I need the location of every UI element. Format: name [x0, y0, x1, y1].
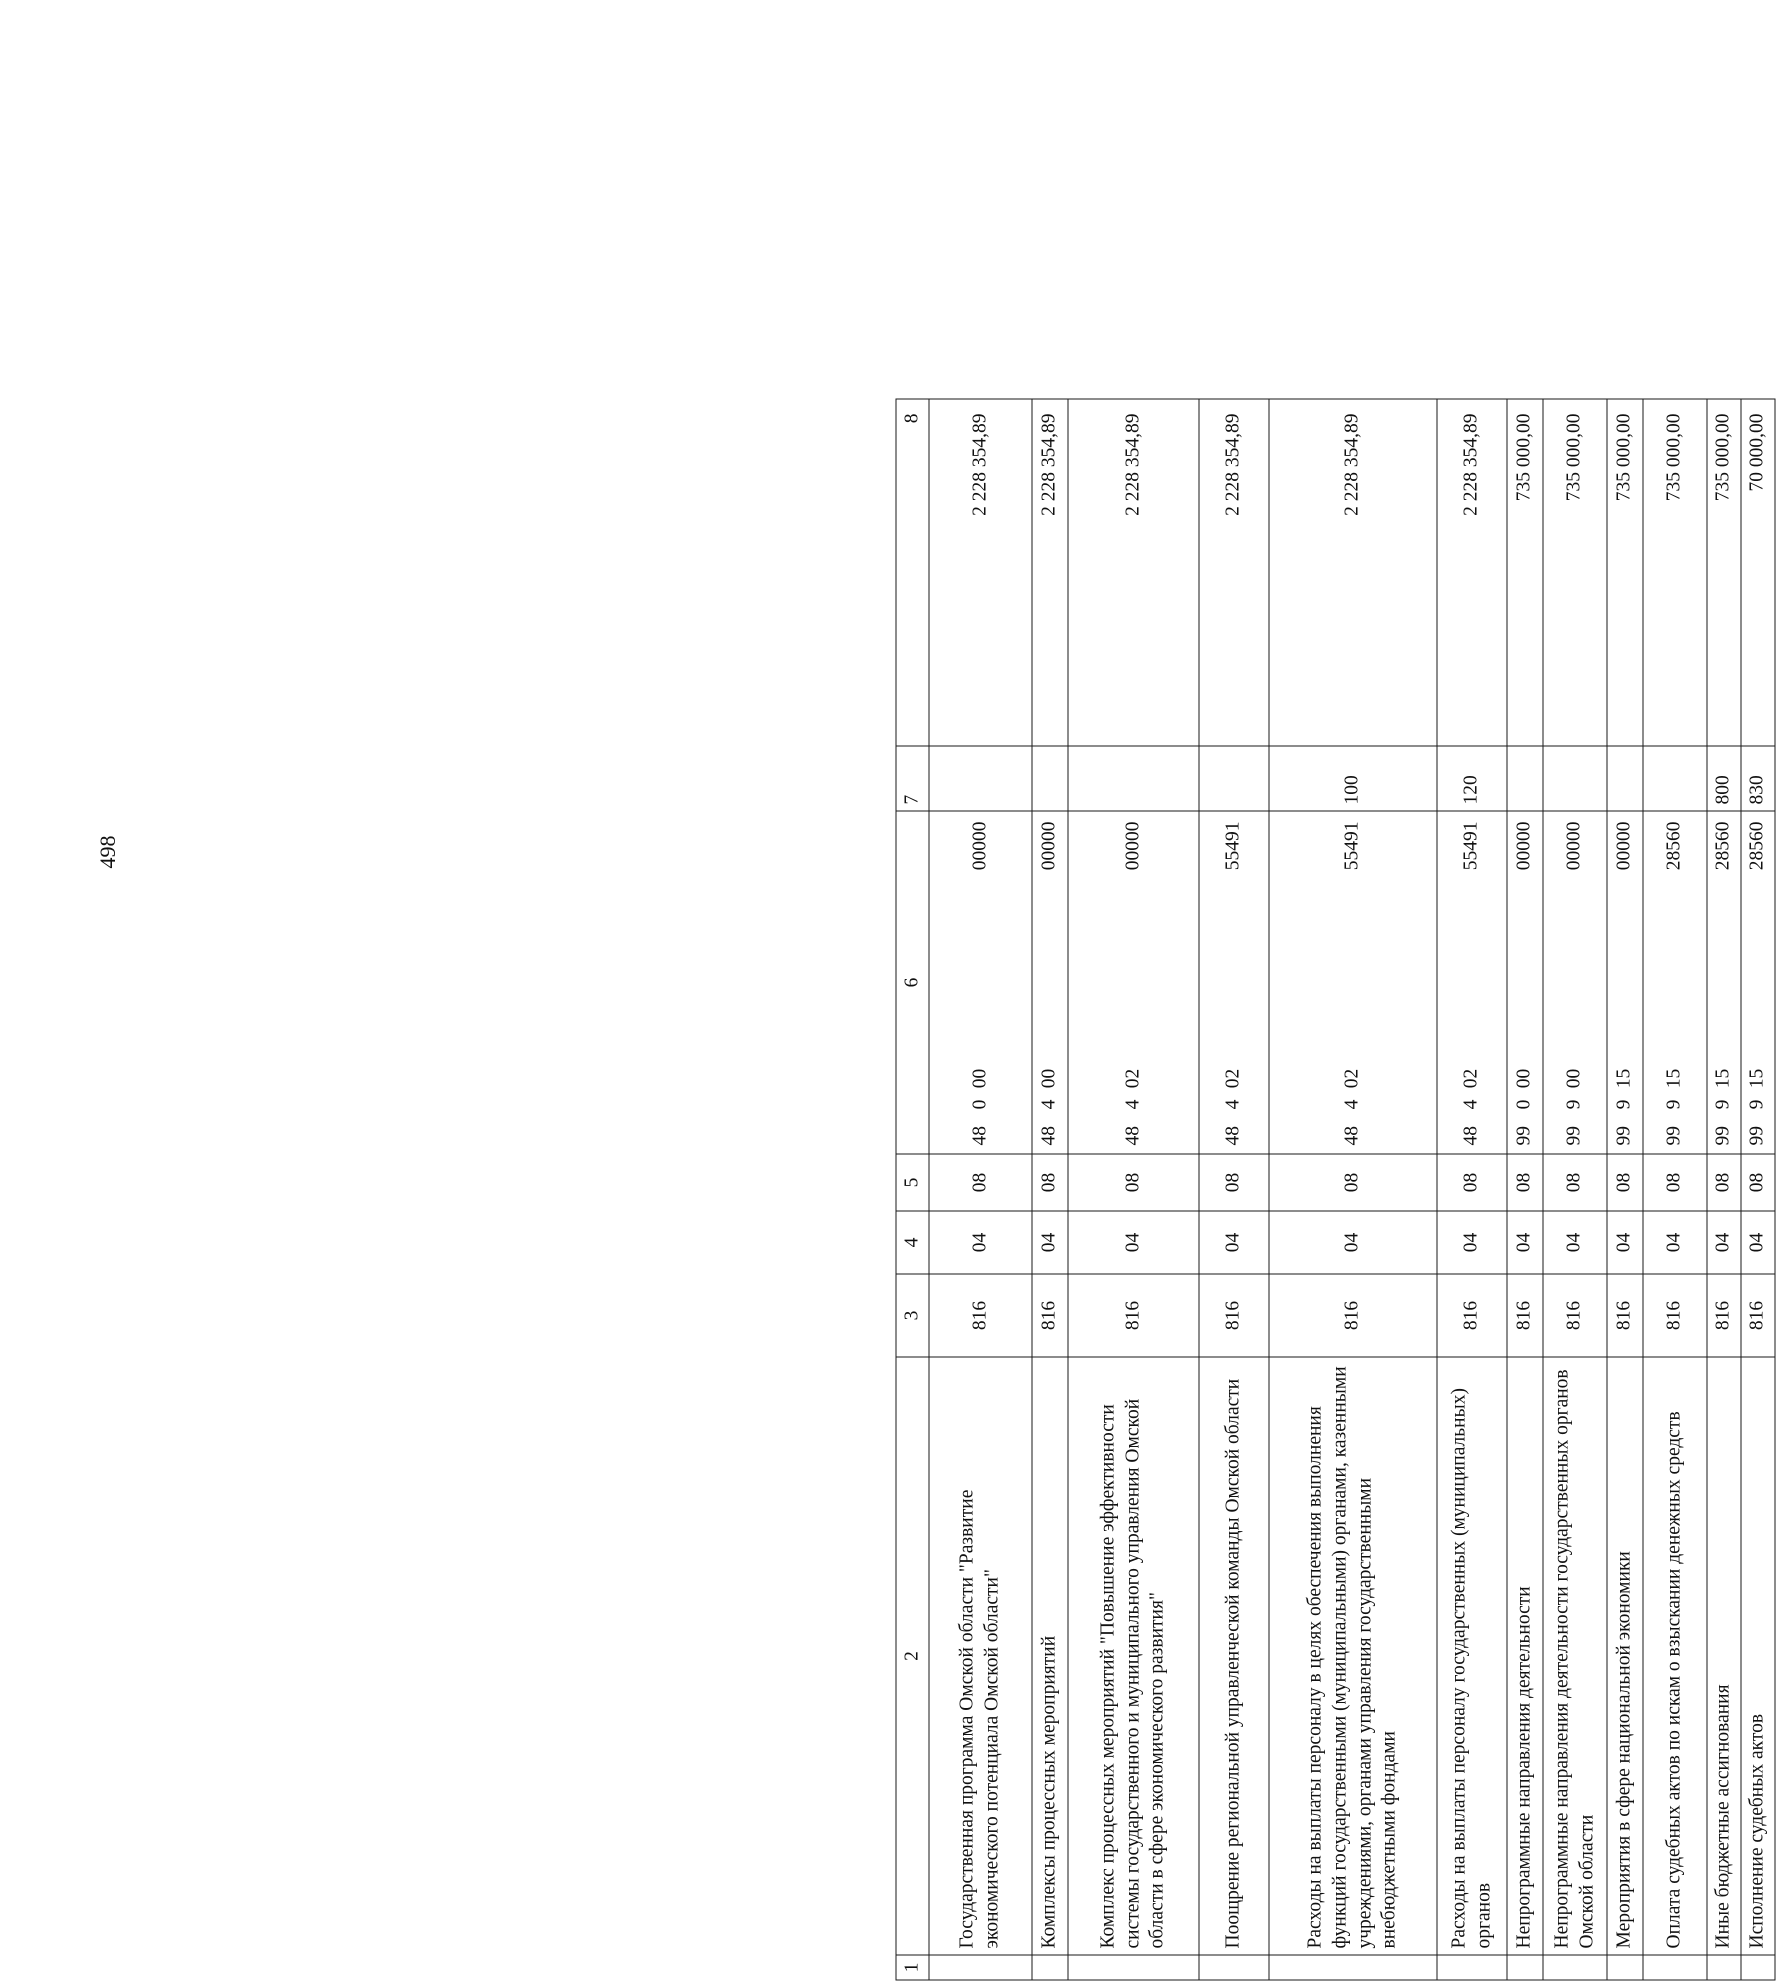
- row-num: [1068, 1955, 1199, 1980]
- code-part-4: 28560: [1746, 821, 1768, 871]
- row-grbs: 816: [1437, 1274, 1507, 1357]
- row-amount: 2 228 354,89: [1437, 399, 1507, 746]
- code-part-2: 9: [1712, 1099, 1734, 1110]
- row-subsection: 08: [1507, 1154, 1543, 1211]
- row-name: Иные бюджетные ассигнования: [1707, 1357, 1741, 1955]
- row-section: 04: [1269, 1211, 1437, 1274]
- code-part-1: 99: [1613, 1126, 1635, 1146]
- code-part-2: 4: [1038, 1099, 1060, 1110]
- row-target-code: [1032, 811, 1068, 1154]
- row-name: Непрограммные направления деятельности: [1507, 1357, 1543, 1955]
- row-target-code: [1437, 811, 1507, 1154]
- code-part-1: 48: [1460, 1126, 1482, 1146]
- code-part-3: 15: [1712, 1068, 1734, 1089]
- code-part-3: 15: [1613, 1068, 1635, 1089]
- row-subsection: 08: [1437, 1154, 1507, 1211]
- code-part-4: 00000: [1613, 821, 1635, 871]
- row-expense-type: [1068, 746, 1199, 811]
- table-row: [1741, 399, 1775, 1980]
- row-grbs: 816: [1199, 1274, 1269, 1357]
- row-num: [1607, 1955, 1643, 1980]
- code-part-4: 28560: [1712, 821, 1734, 871]
- row-grbs: 816: [1707, 1274, 1741, 1357]
- row-section: 04: [1507, 1211, 1543, 1274]
- code-part-4: 00000: [1563, 821, 1585, 871]
- row-subsection: 08: [1068, 1154, 1199, 1211]
- code-part-2: 4: [1122, 1099, 1144, 1110]
- code-part-1: 99: [1663, 1126, 1685, 1146]
- code-part-2: 9: [1746, 1099, 1768, 1110]
- row-name: Поощрение региональной управленческой команды Омской области: [1199, 1357, 1269, 1955]
- code-part-2: 9: [1613, 1099, 1635, 1110]
- code-part-2: 4: [1341, 1099, 1363, 1110]
- code-part-4: 00000: [969, 821, 991, 871]
- code-part-3: 02: [1341, 1068, 1363, 1089]
- row-target-code: [1068, 811, 1199, 1154]
- header-col-3: 3: [896, 1274, 929, 1357]
- code-part-3: 15: [1663, 1068, 1685, 1089]
- row-target-code: [1543, 811, 1607, 1154]
- row-target-code: [929, 811, 1032, 1154]
- row-num: [1032, 1955, 1068, 1980]
- code-part-3: 00: [1038, 1068, 1060, 1089]
- row-grbs: 816: [1269, 1274, 1437, 1357]
- row-section: 04: [1032, 1211, 1068, 1274]
- table-row: [1507, 399, 1543, 1980]
- rotated-table-wrapper: [896, 413, 1776, 1981]
- row-subsection: 08: [1741, 1154, 1775, 1211]
- code-part-3: 00: [1513, 1068, 1535, 1089]
- code-part-3: 15: [1746, 1068, 1768, 1089]
- row-name: Расходы на выплаты персоналу государственных (муниципальных) органов: [1437, 1357, 1507, 1955]
- code-part-2: 4: [1460, 1099, 1482, 1110]
- row-expense-type: [1199, 746, 1269, 811]
- row-expense-type: [1507, 746, 1543, 811]
- code-part-3: 02: [1122, 1068, 1144, 1089]
- row-amount: 735 000,00: [1607, 399, 1643, 746]
- row-expense-type: 100: [1269, 746, 1437, 811]
- row-expense-type: [1643, 746, 1707, 811]
- row-grbs: 816: [1741, 1274, 1775, 1357]
- row-num: [1707, 1955, 1741, 1980]
- row-amount: 735 000,00: [1543, 399, 1607, 746]
- code-part-3: 00: [1563, 1068, 1585, 1089]
- table-row: [1607, 399, 1643, 1980]
- code-part-2: 9: [1563, 1099, 1585, 1110]
- code-part-2: 9: [1663, 1099, 1685, 1110]
- code-part-4: 00000: [1513, 821, 1535, 871]
- row-target-code: [1707, 811, 1741, 1154]
- row-subsection: 08: [929, 1154, 1032, 1211]
- row-num: [929, 1955, 1032, 1980]
- row-expense-type: 800: [1707, 746, 1741, 811]
- row-name: Государственная программа Омской области "Развитие экономического потенциала Омской области": [929, 1357, 1032, 1955]
- row-section: 04: [1543, 1211, 1607, 1274]
- row-target-code: [1741, 811, 1775, 1154]
- row-name: Мероприятия в сфере национальной экономики: [1607, 1357, 1643, 1955]
- row-section: 04: [1643, 1211, 1707, 1274]
- table-row: [1707, 399, 1741, 1980]
- row-num: [1543, 1955, 1607, 1980]
- table-row: [1068, 399, 1199, 1980]
- row-section: 04: [1607, 1211, 1643, 1274]
- row-num: [1199, 1955, 1269, 1980]
- header-col-5: 5: [896, 1154, 929, 1211]
- row-target-code: [1199, 811, 1269, 1154]
- row-expense-type: [1607, 746, 1643, 811]
- code-part-2: 4: [1222, 1099, 1244, 1110]
- row-target-code: [1269, 811, 1437, 1154]
- code-part-4: 28560: [1663, 821, 1685, 871]
- row-section: 04: [929, 1211, 1032, 1274]
- code-part-1: 48: [969, 1126, 991, 1146]
- row-section: 04: [1437, 1211, 1507, 1274]
- row-target-code: [1607, 811, 1643, 1154]
- row-amount: 2 228 354,89: [1199, 399, 1269, 746]
- row-amount: 735 000,00: [1507, 399, 1543, 746]
- code-part-2: 0: [969, 1099, 991, 1110]
- table-row: [1543, 399, 1607, 1980]
- row-expense-type: [1543, 746, 1607, 811]
- row-subsection: 08: [1543, 1154, 1607, 1211]
- row-grbs: 816: [1543, 1274, 1607, 1357]
- row-section: 04: [1741, 1211, 1775, 1274]
- row-grbs: 816: [1032, 1274, 1068, 1357]
- header-col-1: 1: [896, 1955, 929, 1980]
- row-name: Расходы на выплаты персоналу в целях обеспечения выполнения функций государственными (муниципальными) органами, казенными учреждениями, органами управления государственными внебюджетными фондами: [1269, 1357, 1437, 1955]
- header-col-7: 7: [896, 746, 929, 811]
- table-row: [1199, 399, 1269, 1980]
- code-part-4: 55491: [1222, 821, 1244, 871]
- row-num: [1507, 1955, 1543, 1980]
- row-amount: 735 000,00: [1643, 399, 1707, 746]
- code-part-3: 02: [1460, 1068, 1482, 1089]
- row-grbs: 816: [929, 1274, 1032, 1357]
- row-num: [1643, 1955, 1707, 1980]
- code-part-1: 99: [1712, 1126, 1734, 1146]
- row-subsection: 08: [1032, 1154, 1068, 1211]
- row-name: Исполнение судебных актов: [1741, 1357, 1775, 1955]
- row-name: Комплекс процессных мероприятий "Повышение эффективности системы государственного и муниципального управления Омской области в сфере экономического развития": [1068, 1357, 1199, 1955]
- row-amount: 2 228 354,89: [1068, 399, 1199, 746]
- row-subsection: 08: [1707, 1154, 1741, 1211]
- row-expense-type: [1032, 746, 1068, 811]
- row-subsection: 08: [1643, 1154, 1707, 1211]
- row-target-code: [1643, 811, 1707, 1154]
- row-section: 04: [1068, 1211, 1199, 1274]
- header-col-2: 2: [896, 1357, 929, 1955]
- row-target-code: [1507, 811, 1543, 1154]
- row-amount: 735 000,00: [1707, 399, 1741, 746]
- code-part-4: 00000: [1038, 821, 1060, 871]
- row-expense-type: 120: [1437, 746, 1507, 811]
- code-part-1: 48: [1222, 1126, 1244, 1146]
- table-row: [1032, 399, 1068, 1980]
- row-amount: 70 000,00: [1741, 399, 1775, 746]
- code-part-3: 02: [1222, 1068, 1244, 1089]
- code-part-4: 00000: [1122, 821, 1144, 871]
- code-part-1: 48: [1122, 1126, 1144, 1146]
- budget-table: [896, 399, 1776, 1981]
- row-name: Оплата судебных актов по искам о взыскании денежных средств: [1643, 1357, 1707, 1955]
- table-row: [1437, 399, 1507, 1980]
- row-num: [1741, 1955, 1775, 1980]
- row-expense-type: 830: [1741, 746, 1775, 811]
- table-row: [929, 399, 1032, 1980]
- code-part-1: 48: [1038, 1126, 1060, 1146]
- page-number: 498: [95, 835, 120, 869]
- header-col-4: 4: [896, 1211, 929, 1274]
- table-row: [1643, 399, 1707, 1980]
- code-part-1: 99: [1513, 1126, 1535, 1146]
- row-expense-type: [929, 746, 1032, 811]
- row-section: 04: [1707, 1211, 1741, 1274]
- row-grbs: 816: [1643, 1274, 1707, 1357]
- row-num: [1437, 1955, 1507, 1980]
- code-part-1: 99: [1563, 1126, 1585, 1146]
- code-part-3: 00: [969, 1068, 991, 1089]
- header-col-8: 8: [896, 399, 929, 746]
- table-row: [1269, 399, 1437, 1980]
- row-subsection: 08: [1199, 1154, 1269, 1211]
- row-amount: 2 228 354,89: [1269, 399, 1437, 746]
- row-grbs: 816: [1607, 1274, 1643, 1357]
- row-subsection: 08: [1607, 1154, 1643, 1211]
- row-num: [1269, 1955, 1437, 1980]
- row-subsection: 08: [1269, 1154, 1437, 1211]
- row-amount: 2 228 354,89: [1032, 399, 1068, 746]
- code-part-4: 55491: [1341, 821, 1363, 871]
- row-grbs: 816: [1068, 1274, 1199, 1357]
- row-name: Комплексы процессных мероприятий: [1032, 1357, 1068, 1955]
- row-grbs: 816: [1507, 1274, 1543, 1357]
- code-part-2: 0: [1513, 1099, 1535, 1110]
- code-part-4: 55491: [1460, 821, 1482, 871]
- row-name: Непрограммные направления деятельности государственных органов Омской области: [1543, 1357, 1607, 1955]
- table-header-row: [896, 399, 929, 1980]
- code-part-1: 99: [1746, 1126, 1768, 1146]
- table-body: [929, 399, 1775, 1980]
- code-part-1: 48: [1341, 1126, 1363, 1146]
- row-section: 04: [1199, 1211, 1269, 1274]
- row-amount: 2 228 354,89: [929, 399, 1032, 746]
- header-col-6: 6: [896, 811, 929, 1154]
